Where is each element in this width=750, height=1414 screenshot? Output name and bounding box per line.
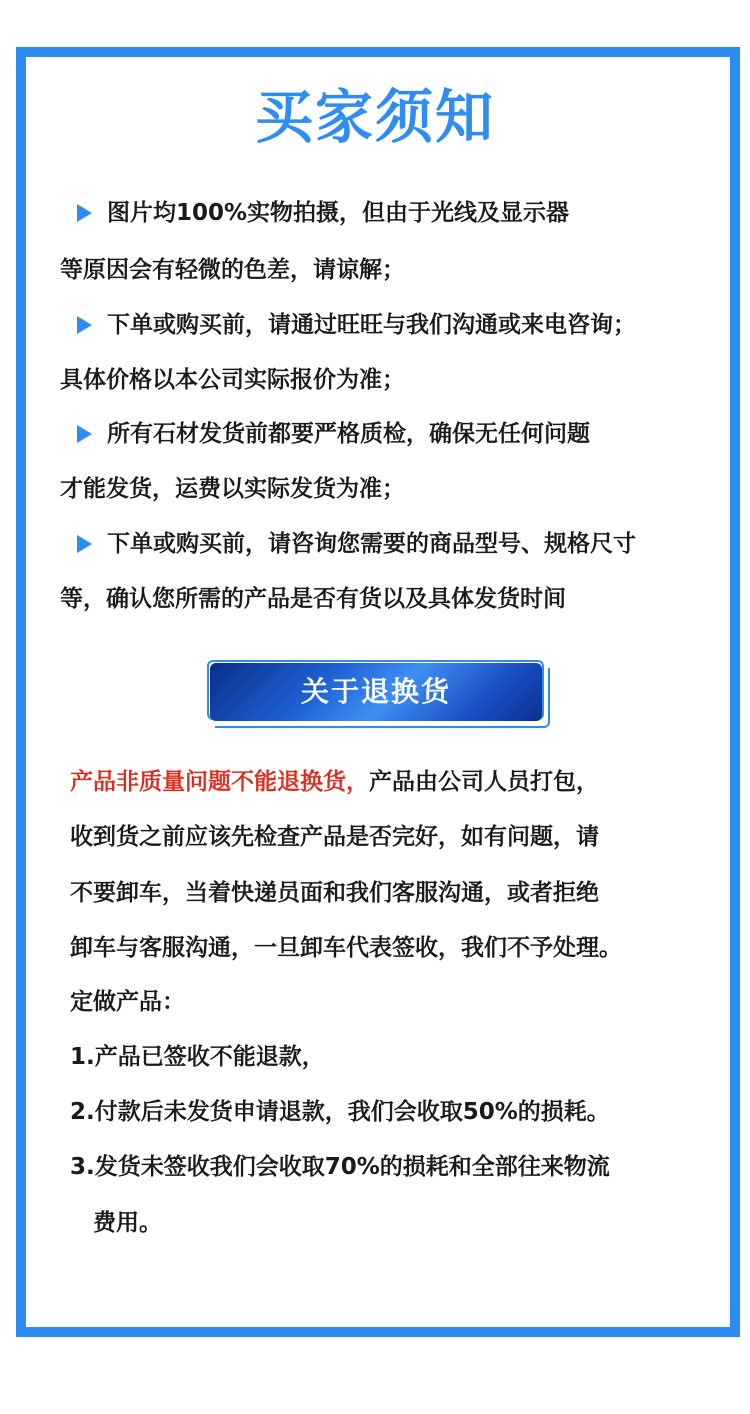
returns-line-3: 不要卸车，当着快递员面和我们客服沟通，或者拒绝 xyxy=(70,880,599,906)
custom-rule-3: 3.发货未签收我们会收取70%的损耗和全部往来物流 xyxy=(70,1154,610,1180)
notice-1-line-2: 等原因会有轻微的色差，请谅解； xyxy=(60,257,405,283)
returns-highlight: 产品非质量问题不能退换货， xyxy=(70,769,369,795)
triangle-bullet-icon xyxy=(77,316,92,334)
page-title: 买家须知 xyxy=(254,83,495,151)
returns-section-banner xyxy=(205,658,550,730)
triangle-bullet-icon xyxy=(77,425,92,443)
notice-3-line-2: 才能发货，运费以实际发货为准； xyxy=(60,476,405,502)
returns-heading: 关于退换货 xyxy=(210,663,542,721)
notice-2-text: 下单或购买前，请通过旺旺与我们沟通或来电咨询； xyxy=(107,312,636,338)
notice-4-line-1 xyxy=(77,530,636,558)
returns-line-2: 收到货之前应该先检查产品是否完好，如有问题，请 xyxy=(70,824,599,850)
notice-4-text: 下单或购买前，请咨询您需要的商品型号、规格尺寸 xyxy=(107,531,636,557)
notice-2-line-2: 具体价格以本公司实际报价为准； xyxy=(60,367,405,393)
notice-2-line-1 xyxy=(77,311,636,339)
triangle-bullet-icon xyxy=(77,204,92,222)
notice-1-text: 图片均100%实物拍摄，但由于光线及显示器 xyxy=(107,200,570,226)
triangle-bullet-icon xyxy=(77,535,92,553)
custom-rule-2: 2.付款后未发货申请退款，我们会收取50%的损耗。 xyxy=(70,1099,610,1125)
returns-line-1 xyxy=(70,768,599,796)
returns-line-4: 卸车与客服沟通，一旦卸车代表签收，我们不予处理。 xyxy=(70,935,622,961)
notice-3-text: 所有石材发货前都要严格质检，确保无任何问题 xyxy=(107,421,590,447)
notice-4-line-2: 等，确认您所需的产品是否有货以及具体发货时间 xyxy=(60,586,566,612)
notice-1-line-1 xyxy=(77,199,569,227)
custom-products-label: 定做产品： xyxy=(70,989,185,1015)
custom-rule-3-continuation: 费用。 xyxy=(93,1210,162,1236)
notice-3-line-1 xyxy=(77,420,590,448)
custom-rule-1: 1.产品已签收不能退款， xyxy=(70,1044,325,1070)
returns-line-1-rest: 产品由公司人员打包， xyxy=(369,769,599,795)
